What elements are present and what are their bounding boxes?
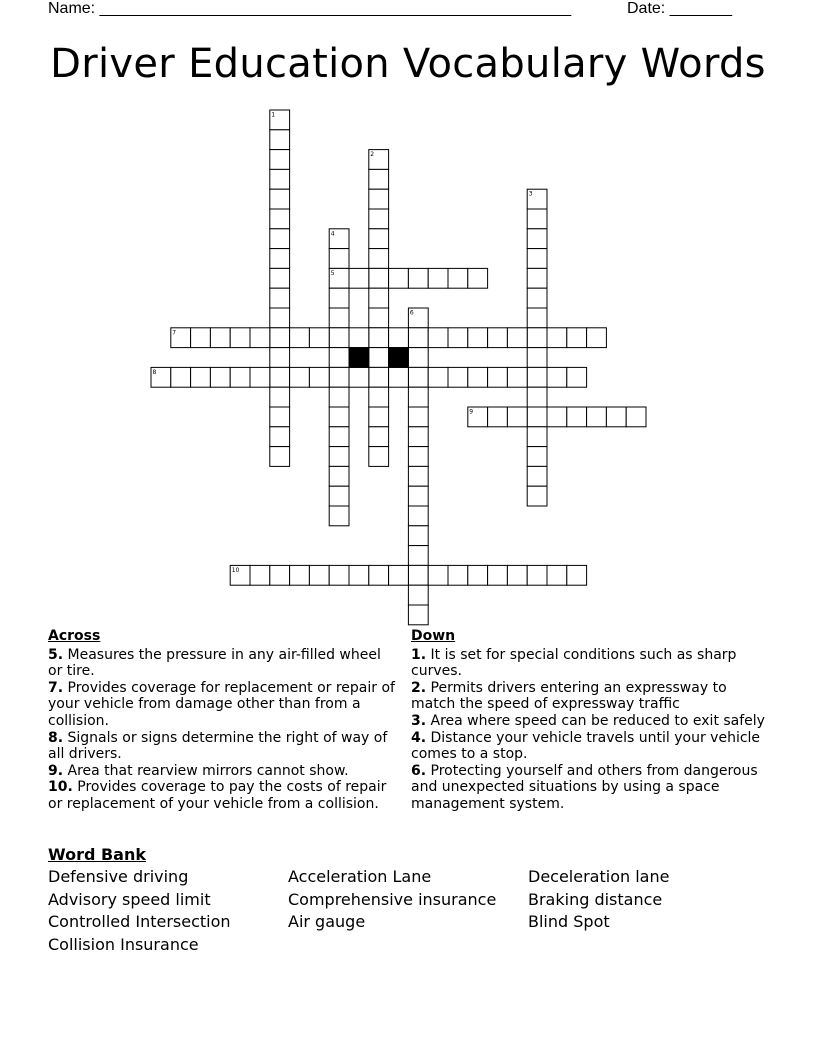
grid-cell[interactable] (468, 565, 488, 585)
grid-cell[interactable] (527, 447, 547, 467)
grid-cell[interactable] (567, 565, 587, 585)
grid-cell[interactable] (369, 189, 389, 209)
clue-number-label: 8 (152, 368, 157, 376)
grid-cell[interactable] (527, 466, 547, 486)
down-clues (411, 628, 766, 813)
grid-cell[interactable] (329, 387, 349, 407)
clue-number: 4. (411, 729, 427, 746)
down-clue (411, 730, 766, 763)
grid-cell[interactable] (428, 268, 448, 288)
grid-cell[interactable] (626, 407, 646, 427)
grid-cell[interactable] (408, 427, 428, 447)
grid-cell[interactable] (408, 268, 428, 288)
word-bank-item: Deceleration lane (528, 867, 670, 886)
word-bank-item: Comprehensive insurance (288, 889, 497, 909)
grid-cell[interactable] (191, 367, 211, 387)
grid-cell[interactable] (389, 565, 409, 585)
grid-cell[interactable] (527, 427, 547, 447)
word-bank (48, 868, 768, 954)
grid-cell[interactable] (527, 486, 547, 506)
grid-cell[interactable] (270, 308, 290, 328)
across-clues (48, 628, 398, 813)
grid-cell[interactable] (349, 328, 369, 348)
grid-cell[interactable] (329, 249, 349, 269)
clue-text: Provides coverage to pay the costs of repair or replacement of your vehicle from a collision. (48, 779, 387, 812)
grid-cell[interactable] (389, 367, 409, 387)
clue-text: Distance your vehicle travels until your vehicle comes to a stop. (411, 729, 761, 763)
word-bank-item: Controlled Intersection (48, 912, 231, 932)
grid-cell[interactable] (448, 328, 468, 348)
grid-cell[interactable] (250, 565, 270, 585)
grid-cell[interactable] (507, 565, 527, 585)
grid-cell[interactable] (369, 348, 389, 368)
black-cell (389, 348, 409, 368)
grid-cell[interactable] (507, 407, 527, 427)
grid-cell[interactable] (270, 249, 290, 269)
grid-cell[interactable] (408, 546, 428, 566)
grid-cell[interactable] (527, 387, 547, 407)
grid-cell[interactable] (329, 427, 349, 447)
clue-number: 6. (411, 762, 427, 779)
grid-cell[interactable] (448, 268, 468, 288)
grid-cell[interactable] (290, 367, 310, 387)
grid-cell[interactable] (587, 407, 607, 427)
grid-cell[interactable] (349, 565, 369, 585)
grid-cell[interactable] (369, 229, 389, 249)
grid-cell[interactable] (527, 348, 547, 368)
down-clue (411, 763, 766, 813)
grid-cell[interactable] (270, 209, 290, 229)
grid-cell[interactable] (230, 328, 250, 348)
grid-cell[interactable] (329, 407, 349, 427)
grid-cell[interactable] (171, 367, 191, 387)
grid-cell[interactable] (270, 288, 290, 308)
grid-cell[interactable] (408, 565, 428, 585)
grid-cell[interactable] (270, 229, 290, 249)
across-heading: Across (48, 628, 101, 644)
clue-number-label: 1 (271, 111, 276, 119)
grid-cell[interactable] (527, 407, 547, 427)
grid-cell[interactable] (369, 427, 389, 447)
word-bank-item: Braking distance (528, 889, 663, 909)
grid-cell[interactable] (408, 387, 428, 407)
black-cell (349, 348, 369, 368)
grid-cell[interactable] (270, 427, 290, 447)
clue-number: 5. (48, 646, 64, 663)
grid-cell[interactable] (309, 367, 329, 387)
across-clue (48, 647, 398, 680)
down-heading: Down (411, 628, 456, 644)
grid-cell[interactable] (270, 447, 290, 467)
grid-cell[interactable] (389, 268, 409, 288)
clue-number-label: 10 (231, 566, 240, 574)
grid-cell[interactable] (428, 565, 448, 585)
page-title: Driver Education Vocabulary Words (50, 41, 766, 87)
grid-cell[interactable] (547, 407, 567, 427)
grid-cell[interactable] (527, 209, 547, 229)
grid-cell[interactable] (547, 565, 567, 585)
grid-cell[interactable] (369, 407, 389, 427)
grid-cell[interactable] (488, 328, 508, 348)
word-bank-item: Defensive driving (48, 867, 189, 886)
clue-number-label: 2 (370, 151, 375, 159)
grid-cell[interactable] (329, 486, 349, 506)
clue-number: 1. (411, 646, 427, 663)
grid-cell[interactable] (468, 328, 488, 348)
grid-cell[interactable] (369, 249, 389, 269)
grid-cell[interactable] (369, 288, 389, 308)
grid-cell[interactable] (210, 367, 230, 387)
grid-cell[interactable] (290, 328, 310, 348)
grid-cell[interactable] (329, 506, 349, 526)
grid-cell[interactable] (527, 268, 547, 288)
date-field[interactable]: Date: _______ (627, 0, 732, 17)
grid-cell[interactable] (408, 506, 428, 526)
word-bank-item: Collision Insurance (48, 934, 199, 954)
grid-cell[interactable] (369, 169, 389, 189)
grid-cell[interactable] (527, 308, 547, 328)
clue-number: 7. (48, 679, 64, 696)
grid-cell[interactable] (408, 466, 428, 486)
grid-cell[interactable] (270, 348, 290, 368)
across-clue-list (48, 647, 398, 813)
grid-cell[interactable] (329, 466, 349, 486)
grid-cell[interactable] (587, 328, 607, 348)
word-bank-item: Blind Spot (528, 912, 610, 932)
grid-cell[interactable] (408, 585, 428, 605)
clue-text: Area where speed can be reduced to exit safely (430, 712, 765, 729)
grid-cell[interactable] (270, 328, 290, 348)
clue-number: 10. (48, 779, 73, 796)
grid-cell[interactable] (250, 328, 270, 348)
across-clue (48, 763, 398, 780)
grid-cell[interactable] (488, 367, 508, 387)
grid-cell[interactable] (270, 130, 290, 150)
grid-cell[interactable] (527, 249, 547, 269)
grid-cell[interactable] (428, 328, 448, 348)
grid-cell[interactable] (567, 367, 587, 387)
name-field[interactable]: Name: _____________________________________________________ (48, 0, 572, 17)
grid-cell[interactable] (428, 367, 448, 387)
word-bank-item: Acceleration Lane (288, 867, 432, 886)
grid-cell[interactable] (270, 268, 290, 288)
grid-cell[interactable] (230, 367, 250, 387)
grid-cell[interactable] (527, 288, 547, 308)
grid-cell[interactable] (290, 565, 310, 585)
clue-text: Signals or signs determine the right of way of all drivers. (48, 729, 388, 763)
grid-cell[interactable] (270, 189, 290, 209)
grid-cell[interactable] (270, 387, 290, 407)
grid-cell[interactable] (547, 367, 567, 387)
grid-cell[interactable] (488, 407, 508, 427)
grid-cell[interactable] (329, 328, 349, 348)
grid-cell[interactable] (369, 447, 389, 467)
clue-text: Permits drivers entering an expressway to match the speed of expressway traffic (411, 679, 727, 713)
grid-cell[interactable] (408, 407, 428, 427)
clue-number-label: 6 (409, 309, 414, 317)
clue-number-label: 3 (528, 190, 533, 198)
grid-cell[interactable] (309, 565, 329, 585)
grid-cell[interactable] (547, 328, 567, 348)
grid-cell[interactable] (270, 407, 290, 427)
clue-number: 8. (48, 729, 64, 746)
across-clue (48, 779, 398, 812)
grid-cell[interactable] (527, 367, 547, 387)
grid-cell[interactable] (369, 308, 389, 328)
down-clue (411, 647, 766, 680)
clue-number: 2. (411, 679, 427, 696)
grid-cell[interactable] (389, 328, 409, 348)
clue-number: 3. (411, 712, 427, 729)
grid-cell[interactable] (369, 328, 389, 348)
grid-cell[interactable] (329, 288, 349, 308)
grid-cell[interactable] (329, 348, 349, 368)
word-bank-item: Advisory speed limit (48, 889, 211, 909)
grid-cell[interactable] (369, 565, 389, 585)
clue-text: Provides coverage for replacement or repair of your vehicle from damage other than from a collision. (48, 679, 395, 729)
grid-cell[interactable] (408, 447, 428, 467)
grid-cell[interactable] (408, 486, 428, 506)
grid-cell[interactable] (507, 328, 527, 348)
grid-cell[interactable] (270, 169, 290, 189)
grid-cell[interactable] (329, 308, 349, 328)
grid-cell[interactable] (448, 367, 468, 387)
clue-number-label: 4 (330, 230, 335, 238)
grid-cell[interactable] (250, 367, 270, 387)
grid-cell[interactable] (369, 367, 389, 387)
clue-number-label: 7 (172, 329, 177, 337)
grid-cell[interactable] (210, 328, 230, 348)
grid-cell[interactable] (270, 565, 290, 585)
grid-cell[interactable] (468, 367, 488, 387)
grid-cell[interactable] (349, 268, 369, 288)
grid-cell[interactable] (408, 605, 428, 625)
grid-cell[interactable] (270, 150, 290, 170)
down-clue (411, 680, 766, 713)
clue-text: Area that rearview mirrors cannot show. (67, 762, 349, 779)
grid-cell[interactable] (329, 367, 349, 387)
grid-cell[interactable] (606, 407, 626, 427)
grid-cell[interactable] (191, 328, 211, 348)
clue-number: 9. (48, 762, 64, 779)
grid-cell[interactable] (408, 367, 428, 387)
grid-cell[interactable] (329, 565, 349, 585)
word-bank-heading: Word Bank (48, 845, 147, 864)
across-clue (48, 680, 398, 730)
grid-cell[interactable] (309, 328, 329, 348)
clue-text: It is set for special conditions such as sharp curves. (411, 646, 737, 680)
grid-cell[interactable] (448, 565, 468, 585)
grid-cell[interactable] (349, 367, 369, 387)
grid-cell[interactable] (567, 328, 587, 348)
grid-cell[interactable] (527, 328, 547, 348)
grid-cell[interactable] (527, 565, 547, 585)
grid-cell[interactable] (507, 367, 527, 387)
word-bank-item: Air gauge (288, 912, 366, 932)
grid-cell[interactable] (567, 407, 587, 427)
grid-cell[interactable] (369, 268, 389, 288)
grid-cell[interactable] (369, 387, 389, 407)
down-clue (411, 713, 766, 730)
grid-cell[interactable] (527, 229, 547, 249)
grid-cell[interactable] (270, 367, 290, 387)
clue-number-label: 5 (330, 269, 335, 277)
across-clue (48, 730, 398, 763)
clue-number-label: 9 (469, 408, 474, 416)
down-clue-list (411, 647, 766, 813)
clue-text: Protecting yourself and others from dangerous and unexpected situations by using a space management system. (411, 762, 758, 812)
grid-cell[interactable] (468, 268, 488, 288)
grid-cell[interactable] (329, 447, 349, 467)
grid-cell[interactable] (488, 565, 508, 585)
clue-text: Measures the pressure in any air-filled wheel or tire. (48, 646, 381, 680)
grid-cell[interactable] (369, 209, 389, 229)
grid-cell[interactable] (408, 348, 428, 368)
grid-cell[interactable] (408, 328, 428, 348)
grid-cell[interactable] (408, 526, 428, 546)
